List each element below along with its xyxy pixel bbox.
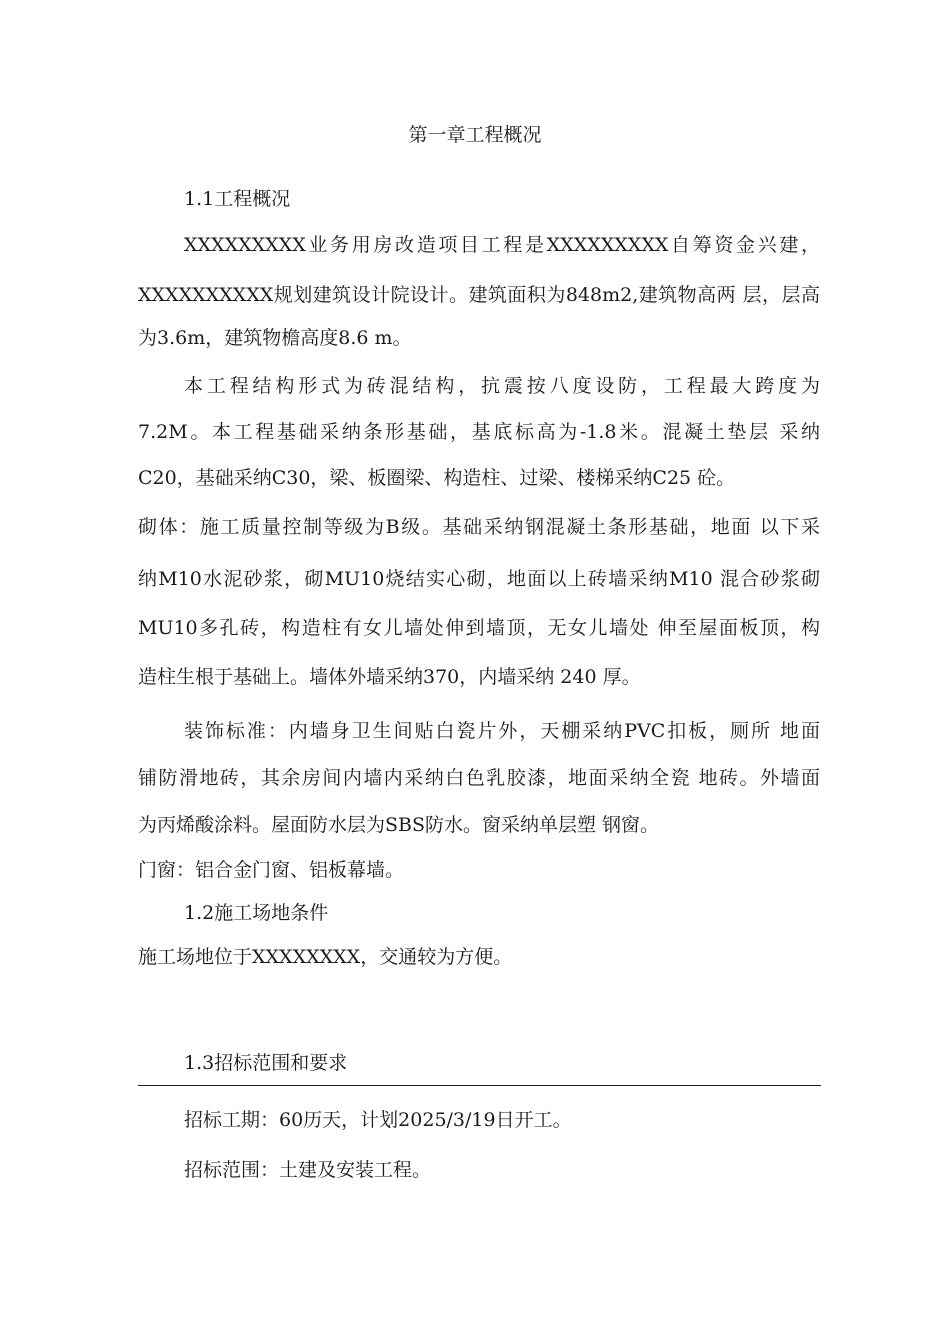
paragraph-line: XXXXXXXXX业务用房改造项目工程是XXXXXXXXX自筹资金兴建， xyxy=(184,234,820,256)
paragraph-line: 铺防滑地砖，其余房间内墙内采纳白色乳胶漆，地面采纳全瓷 地砖。外墙面 xyxy=(138,767,820,789)
paragraph-line: 造柱生根于基础上。墙体外墙采纳370，内墙采纳 240 厚。 xyxy=(138,666,641,688)
paragraph-line: XXXXXXXXXX规划建筑设计院设计。建筑面积为848m2,建筑物高两 层，层高 xyxy=(138,284,820,306)
paragraph-line: MU10多孔砖，构造柱有女儿墙处伸到墙顶，无女儿墙处 伸至屋面板顶，构 xyxy=(138,617,820,639)
paragraph-line: 施工场地位于XXXXXXXX，交通较为方便。 xyxy=(138,946,513,968)
section-heading-1-2: 1.2施工场地条件 xyxy=(184,902,329,924)
paragraph-line: 招标范围：土建及安装工程。 xyxy=(184,1159,432,1181)
section-heading-1-3: 1.3招标范围和要求 xyxy=(184,1052,348,1074)
paragraph-line: 纳M10水泥砂浆，砌MU10烧结实心砌，地面以上砖墙采纳M10 混合砂浆砌 xyxy=(138,568,820,590)
paragraph-line: 门窗：铝合金门窗、铝板幕墙。 xyxy=(138,859,405,881)
section-heading-1-1: 1.1工程概况 xyxy=(184,188,291,210)
horizontal-rule xyxy=(138,1085,821,1086)
paragraph-line: 为丙烯酸涂料。屋面防水层为SBS防水。窗采纳单层塑 钢窗。 xyxy=(138,814,660,836)
paragraph-line: 砌体：施工质量控制等级为B级。基础采纳钢混凝土条形基础，地面 以下采 xyxy=(138,516,820,538)
paragraph-line: 为3.6m，建筑物檐高度8.6 m。 xyxy=(138,327,412,349)
chapter-title: 第一章工程概况 xyxy=(408,124,542,146)
paragraph-line: 本工程结构形式为砖混结构，抗震按八度设防，工程最大跨度为 xyxy=(184,375,820,397)
paragraph-line: C20，基础采纳C30，梁、板圈梁、构造柱、过梁、楼梯采纳C25 砼。 xyxy=(138,467,736,489)
paragraph-line: 招标工期：60历天，计划2025/3/19日开工。 xyxy=(184,1109,572,1131)
paragraph-line: 装饰标准：内墙身卫生间贴白瓷片外，天棚采纳PVC扣板，厕所 地面 xyxy=(184,720,820,742)
paragraph-line: 7.2M。本工程基础采纳条形基础，基底标高为-1.8米。混凝土垫层 采纳 xyxy=(138,421,820,443)
